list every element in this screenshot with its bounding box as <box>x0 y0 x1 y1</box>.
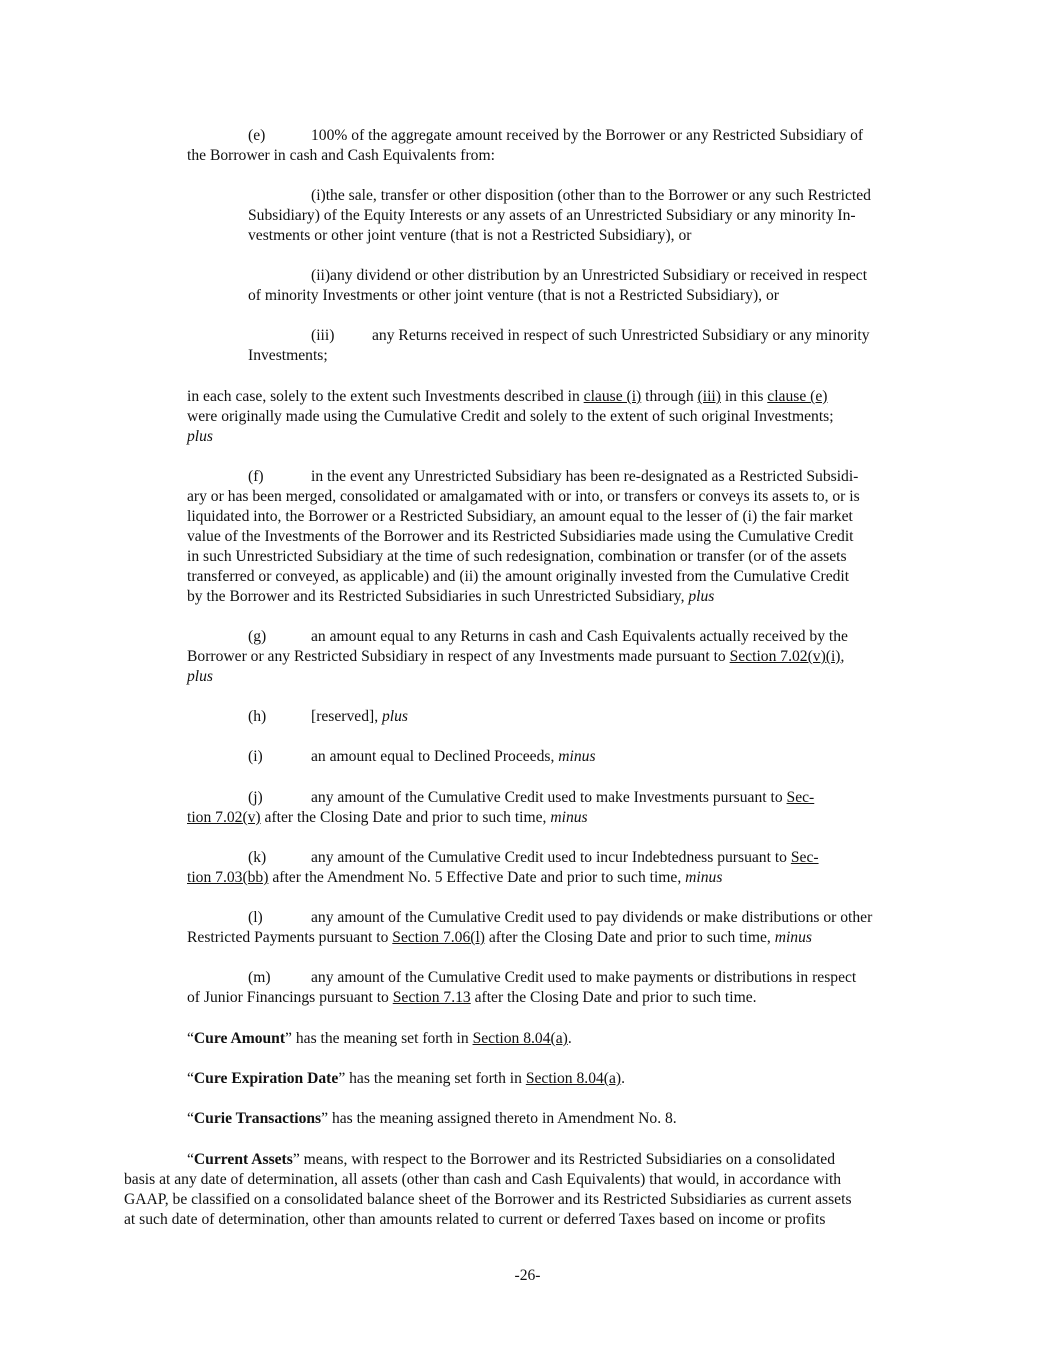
term-cure-expiration-date: Cure Expiration Date <box>193 1070 339 1087</box>
term-cure-amount: Cure Amount <box>193 1030 286 1047</box>
section-7-13-ref[interactable]: Section 7.13 <box>392 989 471 1006</box>
para-e-label: (e) <box>248 127 266 144</box>
para-k-label: (k) <box>248 849 267 866</box>
para-e-i-line2: Subsidiary) of the Equity Interests or any assets of an Unrestricted Subsidiary or any minority In- <box>248 207 856 224</box>
para-e-line1: 100% of the aggregate amount received by the Borrower or any Restricted Subsidiary of <box>311 127 864 144</box>
para-f-line4: value of the Investments of the Borrower and its Restricted Subsidiaries made using the Cumulative Credit <box>187 528 854 545</box>
para-f-label: (f) <box>248 468 264 485</box>
term-current-assets: Current Assets <box>193 1151 293 1168</box>
para-h-text: [reserved], plus <box>311 708 408 725</box>
clause-e-ref[interactable]: clause (e) <box>767 388 828 405</box>
para-g-plus: plus <box>187 668 213 685</box>
para-each-case-line1: in each case, solely to the extent such Investments described in clause (i) through (iii) in this clause (e) <box>187 388 828 405</box>
para-f-line7: by the Borrower and its Restricted Subsidiaries in such Unrestricted Subsidiary, plus <box>187 588 715 605</box>
para-e-ii-line1: (ii)any dividend or other distribution by an Unrestricted Subsidiary or received in respect <box>311 267 868 284</box>
clause-i-ref[interactable]: clause (i) <box>583 388 642 405</box>
para-j-line1: any amount of the Cumulative Credit used to make Investments pursuant to Sec- <box>311 789 815 806</box>
para-each-case-line2: were originally made using the Cumulative Credit and solely to the extent of such original Investments; <box>187 408 834 425</box>
section-8-04-a-ref[interactable]: Section 8.04(a) <box>472 1030 568 1047</box>
para-g-line2: Borrower or any Restricted Subsidiary in respect of any Investments made pursuant to Section 7.02(v)(i), <box>187 648 845 665</box>
para-i-label: (i) <box>248 748 263 765</box>
para-j-label: (j) <box>248 789 263 806</box>
para-m-line1: any amount of the Cumulative Credit used to make payments or distributions in respect <box>311 969 857 986</box>
def-cure-amount: “Cure Amount” has the meaning set forth in Section 8.04(a). <box>187 1030 572 1047</box>
para-e-line2: the Borrower in cash and Cash Equivalents from: <box>187 147 495 164</box>
para-l-line1: any amount of the Cumulative Credit used to pay dividends or make distributions or other <box>311 909 873 926</box>
para-m-label: (m) <box>248 969 271 986</box>
def-current-assets-line3: GAAP, be classified on a consolidated balance sheet of the Borrower and its Restricted Subsidiaries as current assets <box>124 1191 852 1208</box>
para-e-i-line1: (i)the sale, transfer or other disposition (other than to the Borrower or any such Restricted <box>311 187 871 204</box>
section-8-04-a-ref-2[interactable]: Section 8.04(a) <box>525 1070 622 1087</box>
def-current-assets-line2: basis at any date of determination, all assets (other than cash and Cash Equivalents) that would, in accordance with <box>124 1171 842 1188</box>
para-e-ii-line2: of minority Investments or other joint venture (that is not a Restricted Subsidiary), or <box>248 287 779 304</box>
para-e-iii-line2: Investments; <box>248 347 328 364</box>
def-current-assets-line4: at such date of determination, other than amounts related to current or deferred Taxes based on income or profits <box>124 1211 826 1228</box>
def-current-assets-line1: “Current Assets” means, with respect to the Borrower and its Restricted Subsidiaries on a consolidated <box>187 1151 836 1168</box>
para-f-line3: liquidated into, the Borrower or a Restricted Subsidiary, an amount equal to the lesser of (i) the fair market <box>187 508 853 525</box>
para-e-i-line3: vestments or other joint venture (that is not a Restricted Subsidiary), or <box>248 227 692 244</box>
def-curie-transactions: “Curie Transactions” has the meaning assigned thereto in Amendment No. 8. <box>187 1110 677 1127</box>
para-each-case-plus: plus <box>187 428 213 445</box>
para-f-line5: in such Unrestricted Subsidiary at the time of such redesignation, combination or transfer (or of the assets <box>187 548 847 565</box>
para-g-label: (g) <box>248 628 267 645</box>
para-f-line2: ary or has been merged, consolidated or amalgamated with or into, or transfers or conveys its assets to, or is <box>187 488 860 505</box>
term-curie-transactions: Curie Transactions <box>193 1110 322 1127</box>
section-7-02-v-i-ref[interactable]: Section 7.02(v)(i) <box>729 648 841 665</box>
para-m-line2: of Junior Financings pursuant to Section 7.13 after the Closing Date and prior to such time. <box>187 989 757 1006</box>
section-7-03-bb-ref-a[interactable]: Sec- <box>790 849 819 866</box>
para-l-label: (l) <box>248 909 263 926</box>
para-e-iii-label: (iii) <box>311 327 335 344</box>
para-k-line1: any amount of the Cumulative Credit used to incur Indebtedness pursuant to Sec- <box>311 849 819 866</box>
para-j-line2: tion 7.02(v) after the Closing Date and prior to such time, minus <box>187 809 588 826</box>
def-cure-expiration-date: “Cure Expiration Date” has the meaning set forth in Section 8.04(a). <box>187 1070 626 1087</box>
para-l-line2: Restricted Payments pursuant to Section 7.06(l) after the Closing Date and prior to such time, minus <box>187 929 812 946</box>
para-f-line1: in the event any Unrestricted Subsidiary has been re-designated as a Restricted Subsidi- <box>311 468 859 485</box>
clause-iii-ref[interactable]: (iii) <box>697 388 721 405</box>
para-h-label: (h) <box>248 708 267 725</box>
section-7-02-v-ref-b[interactable]: tion 7.02(v) <box>187 809 261 826</box>
para-i-text: an amount equal to Declined Proceeds, minus <box>311 748 596 765</box>
section-7-03-bb-ref-b[interactable]: tion 7.03(bb) <box>187 869 269 886</box>
para-e-iii-line1: any Returns received in respect of such Unrestricted Subsidiary or any minority <box>372 327 870 344</box>
para-f-line6: transferred or conveyed, as applicable) and (ii) the amount originally invested from the Cumulative Credit <box>187 568 850 585</box>
para-k-line2: tion 7.03(bb) after the Amendment No. 5 Effective Date and prior to such time, minus <box>187 869 723 886</box>
section-7-02-v-ref-a[interactable]: Sec- <box>786 789 815 806</box>
page-number: -26- <box>514 1267 541 1284</box>
para-g-line1: an amount equal to any Returns in cash and Cash Equivalents actually received by the <box>311 628 848 645</box>
section-7-06-l-ref[interactable]: Section 7.06(l) <box>392 929 485 946</box>
